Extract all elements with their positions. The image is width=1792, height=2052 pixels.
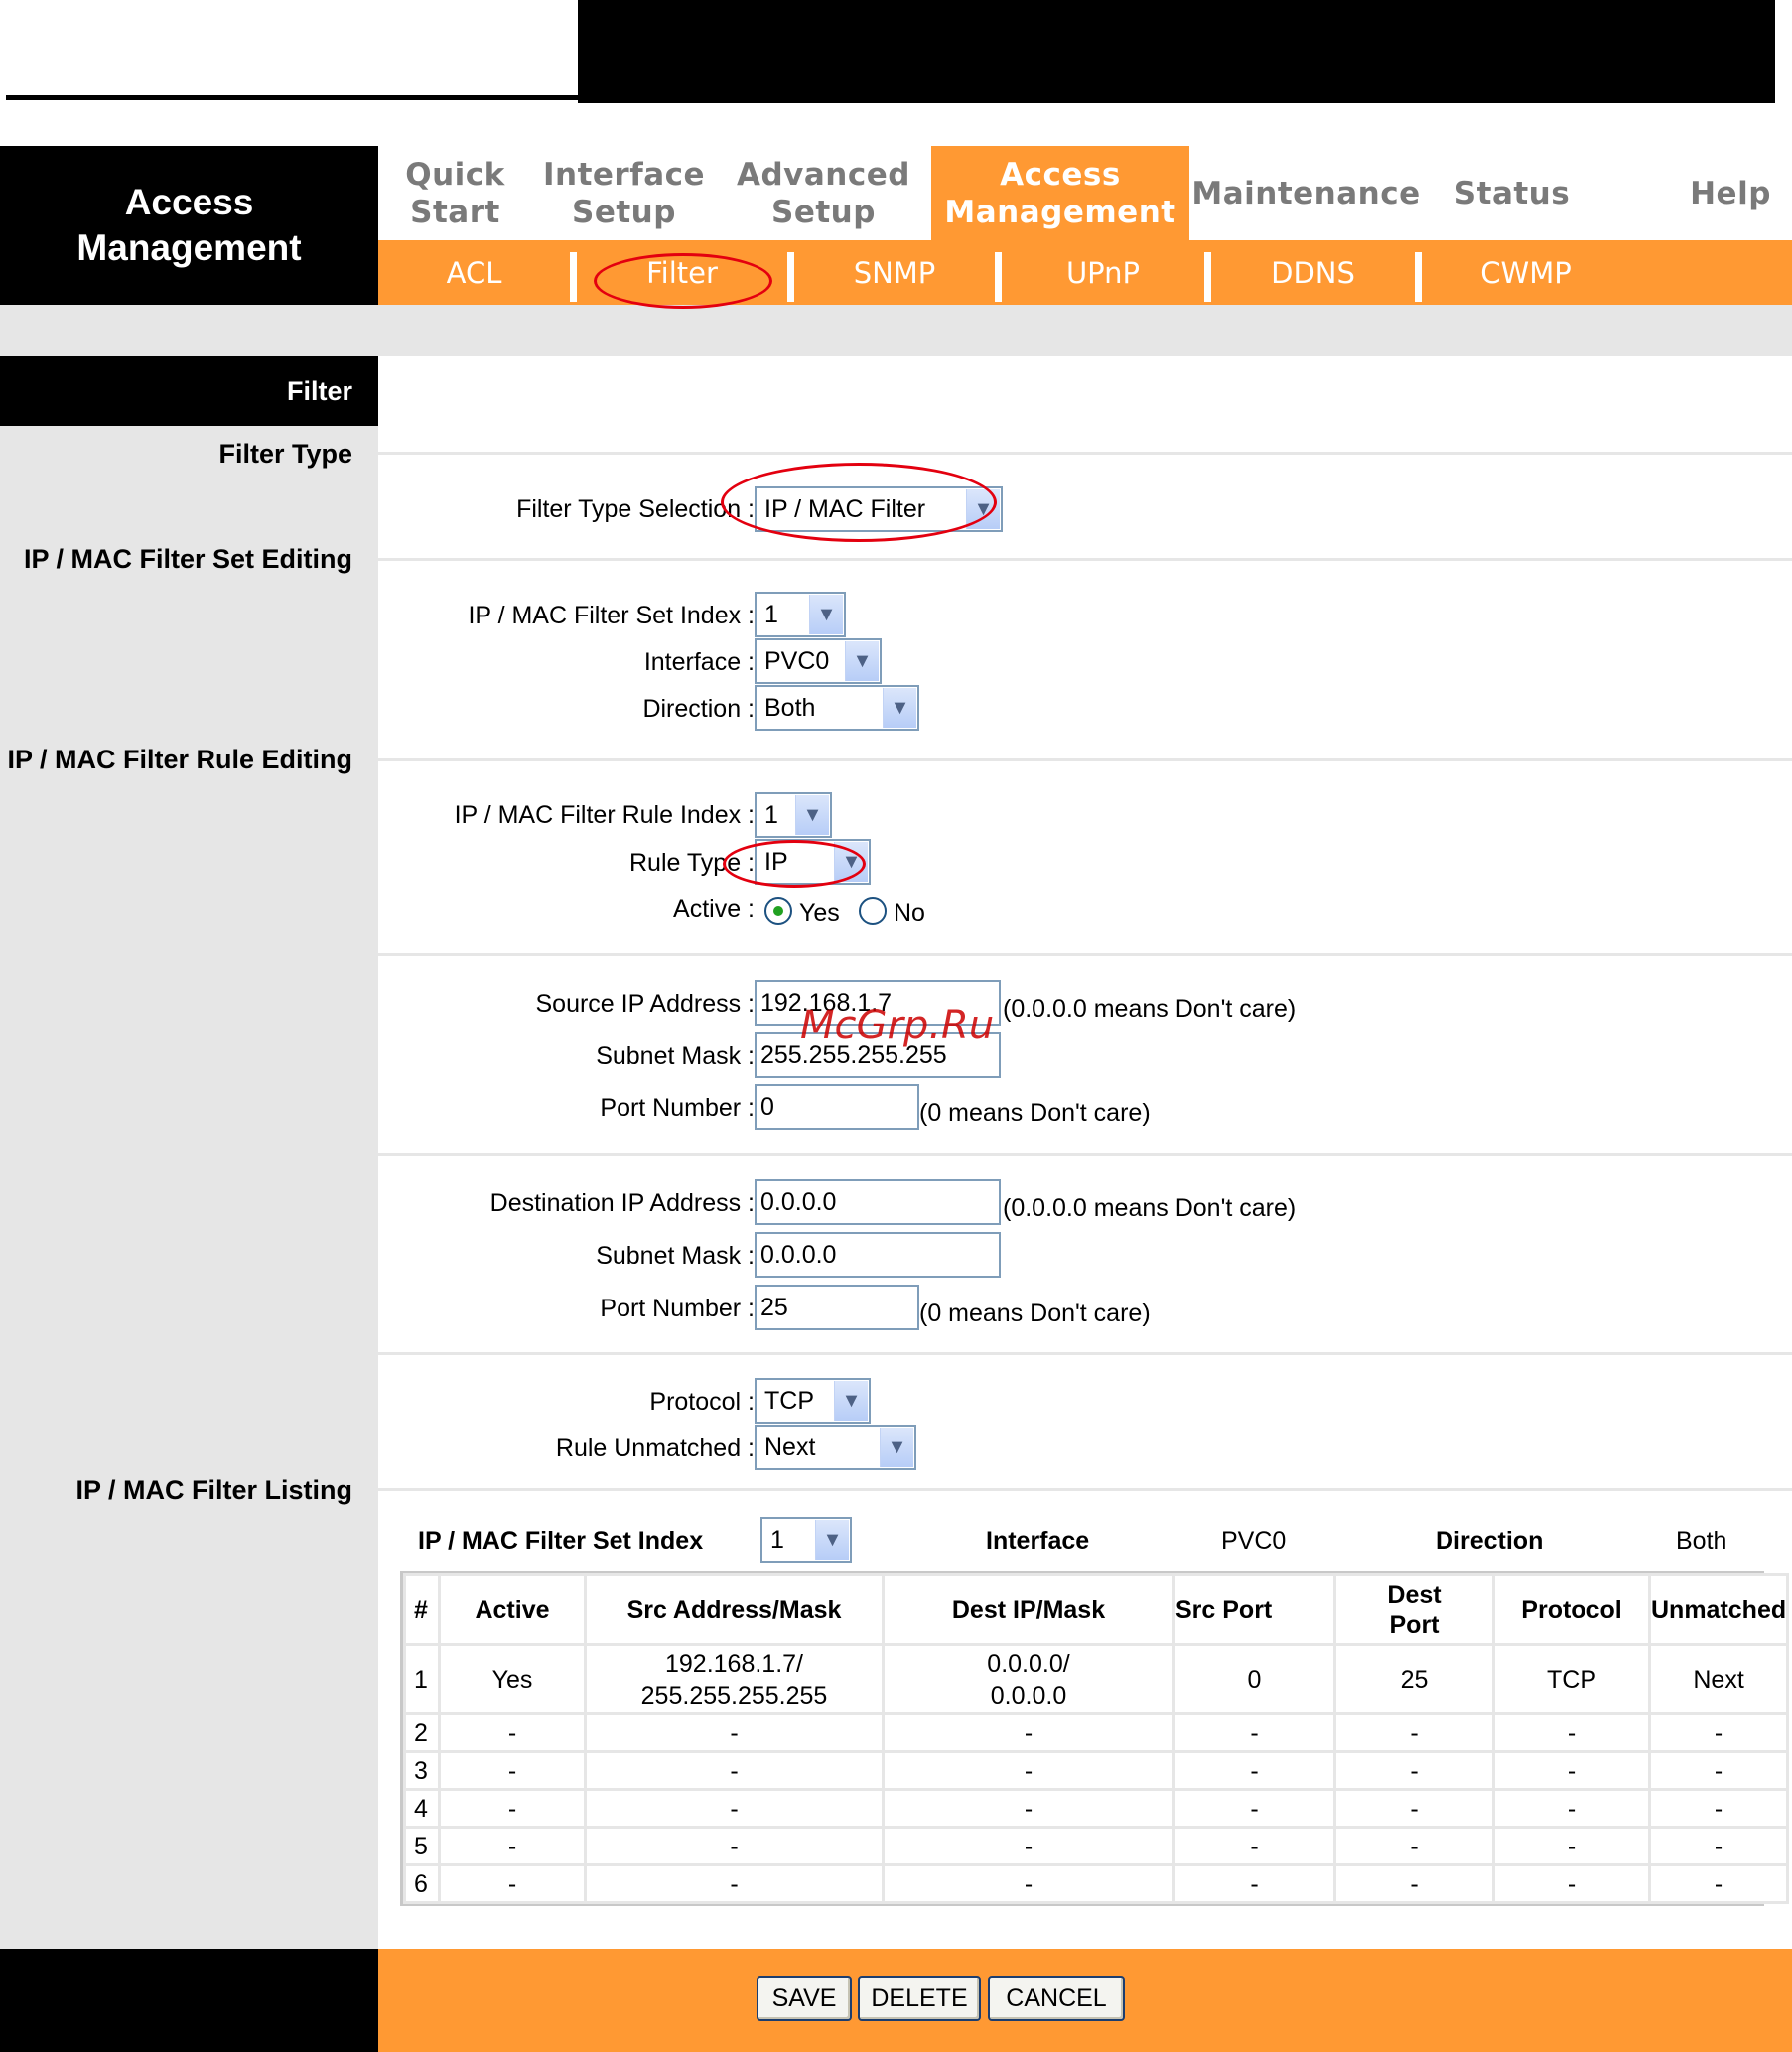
rule-index-value: 1 <box>764 801 778 829</box>
subtab-cwmp[interactable]: CWMP <box>1480 255 1572 290</box>
tab-label-line1: Advanced <box>737 156 910 193</box>
cell-protocol: - <box>1494 1714 1650 1752</box>
col-header-src-port: Src Port <box>1174 1575 1335 1645</box>
cell-unmatched: - <box>1650 1865 1788 1903</box>
active-yes-radio[interactable] <box>764 897 792 925</box>
label-set-editing: IP / MAC Filter Set Editing <box>23 544 352 574</box>
dst-ip-label: Destination IP Address : <box>489 1189 755 1217</box>
set-index-select[interactable] <box>755 592 846 637</box>
cell-dest: - <box>884 1752 1174 1790</box>
cell-unmatched: - <box>1650 1714 1788 1752</box>
subtab-ddns[interactable]: DDNS <box>1271 255 1355 290</box>
chevron-down-icon: ▼ <box>809 595 843 634</box>
listing-direction-value: Both <box>1676 1527 1727 1555</box>
cell-number: 4 <box>405 1790 440 1828</box>
sub-nav <box>378 240 1792 305</box>
filter-type-value: IP / MAC Filter <box>764 495 926 523</box>
top-banner <box>0 0 1792 103</box>
cell-protocol: - <box>1494 1790 1650 1828</box>
module-title-line2: Management <box>76 227 302 268</box>
filter-type-select[interactable] <box>755 486 1003 532</box>
active-no-label: No <box>894 899 925 927</box>
cell-dest: 0.0.0.0/ 0.0.0.0 <box>884 1645 1174 1714</box>
protocol-value: TCP <box>764 1387 814 1415</box>
cell-src-port: 0 <box>1174 1645 1335 1714</box>
tab-label-line1: Quick <box>405 156 505 193</box>
dst-port-label: Port Number : <box>600 1295 755 1322</box>
tab-label: Status <box>1453 175 1571 211</box>
subtab-upnp[interactable]: UPnP <box>1065 255 1141 290</box>
gray-spacer <box>0 305 1792 356</box>
module-title <box>0 146 378 305</box>
listing-set-index-value: 1 <box>770 1526 784 1554</box>
rule-unmatched-label: Rule Unmatched : <box>555 1435 755 1462</box>
cell-number: 3 <box>405 1752 440 1790</box>
header-black-bar <box>578 0 1775 103</box>
direction-label: Direction : <box>642 695 755 723</box>
cell-number: 1 <box>405 1645 440 1714</box>
cell-unmatched: - <box>1650 1752 1788 1790</box>
interface-select[interactable] <box>755 638 882 684</box>
subtab-separator <box>995 252 1002 302</box>
col-header-active: Active <box>440 1575 586 1645</box>
listing-set-index-select[interactable] <box>760 1517 852 1563</box>
cell-dest-port: - <box>1335 1714 1494 1752</box>
cell-number: 2 <box>405 1714 440 1752</box>
tab-interface-setup[interactable] <box>532 146 716 240</box>
dst-mask-label: Subnet Mask : <box>596 1242 755 1270</box>
table-header-row <box>405 1575 1788 1645</box>
cell-dest-port: - <box>1335 1790 1494 1828</box>
rule-index-select[interactable] <box>755 792 832 838</box>
set-index-label: IP / MAC Filter Set Index : <box>468 602 755 629</box>
section-divider <box>378 953 1792 956</box>
left-label-column <box>0 356 378 1949</box>
col-header-dest-port: Dest Port <box>1335 1575 1494 1645</box>
cell-src-port: - <box>1174 1790 1335 1828</box>
tab-label-line2: Setup <box>572 194 676 230</box>
listing-set-index-label: IP / MAC Filter Set Index <box>418 1527 704 1555</box>
subtab-separator <box>1204 252 1211 302</box>
cell-unmatched: Next <box>1650 1645 1788 1714</box>
direction-select[interactable] <box>755 685 919 731</box>
col-header-unmatched: Unmatched <box>1650 1575 1788 1645</box>
set-index-value: 1 <box>764 601 778 628</box>
cell-dest-port: - <box>1335 1752 1494 1790</box>
cell-active: Yes <box>440 1645 586 1714</box>
cell-src-port: - <box>1174 1714 1335 1752</box>
cell-active: - <box>440 1865 586 1903</box>
cell-src: - <box>586 1714 884 1752</box>
cell-number: 5 <box>405 1828 440 1865</box>
tab-status[interactable] <box>1423 146 1601 240</box>
footer-left-block <box>0 1949 378 2052</box>
col-header-src: Src Address/Mask <box>586 1575 884 1645</box>
cell-src: - <box>586 1828 884 1865</box>
listing-interface-label: Interface <box>986 1527 1090 1555</box>
chevron-down-icon: ▼ <box>834 842 868 882</box>
cell-protocol: - <box>1494 1752 1650 1790</box>
tab-label-line2: Setup <box>771 194 876 230</box>
module-title-line1: Access <box>124 182 254 222</box>
section-divider <box>378 1352 1792 1355</box>
section-divider <box>378 452 1792 455</box>
section-divider <box>378 758 1792 761</box>
main-nav <box>378 146 1792 240</box>
save-button[interactable]: SAVE <box>757 1976 852 2021</box>
protocol-select[interactable] <box>755 1378 871 1424</box>
subtab-separator <box>1415 252 1422 302</box>
logo-underline <box>6 95 578 100</box>
tab-quick-start[interactable] <box>378 146 532 240</box>
rule-unmatched-select[interactable] <box>755 1425 916 1470</box>
tab-label-line2: Management <box>944 194 1176 230</box>
cell-active: - <box>440 1790 586 1828</box>
chevron-down-icon: ▼ <box>883 688 916 728</box>
src-port-label: Port Number : <box>600 1094 755 1122</box>
cell-dest: - <box>884 1714 1174 1752</box>
dst-port-input[interactable] <box>755 1285 919 1330</box>
logo-area <box>0 0 578 103</box>
dst-mask-input[interactable] <box>755 1232 1001 1278</box>
tab-label-line2: Start <box>410 194 500 230</box>
cell-unmatched: - <box>1650 1790 1788 1828</box>
rule-type-label: Rule Type : <box>628 849 755 877</box>
col-header-dest: Dest IP/Mask <box>884 1575 1174 1645</box>
cell-src: - <box>586 1865 884 1903</box>
cell-unmatched: - <box>1650 1828 1788 1865</box>
cell-protocol: - <box>1494 1828 1650 1865</box>
listing-interface-value: PVC0 <box>1221 1527 1287 1555</box>
protocol-label: Protocol : <box>649 1388 755 1416</box>
src-port-hint: (0 means Don't care) <box>919 1099 1151 1127</box>
chevron-down-icon: ▼ <box>966 489 1000 529</box>
dst-ip-hint: (0.0.0.0 means Don't care) <box>1003 1194 1297 1222</box>
radio-selected-dot <box>773 906 783 916</box>
tab-label-line1: Access <box>1000 156 1121 193</box>
cell-protocol: - <box>1494 1865 1650 1903</box>
subtab-filter[interactable]: Filter <box>646 255 718 290</box>
active-yes-label: Yes <box>799 899 840 927</box>
table-row[interactable] <box>405 1714 1788 1752</box>
table-row[interactable] <box>405 1645 1788 1714</box>
tab-advanced-setup[interactable] <box>716 146 931 240</box>
cell-dest-port: - <box>1335 1865 1494 1903</box>
section-divider <box>378 1488 1792 1491</box>
tab-maintenance[interactable] <box>1189 146 1423 240</box>
chevron-down-icon: ▼ <box>795 795 829 835</box>
watermark-text: McGrp.Ru <box>800 1003 995 1048</box>
table-row[interactable] <box>405 1865 1788 1903</box>
listing-direction-label: Direction <box>1436 1527 1544 1555</box>
label-filter-type: Filter Type <box>218 439 352 469</box>
interface-label: Interface : <box>643 648 755 676</box>
cell-number: 6 <box>405 1865 440 1903</box>
active-no-radio[interactable] <box>859 897 887 925</box>
tab-label: Help <box>1690 175 1771 211</box>
cell-src-port: - <box>1174 1828 1335 1865</box>
col-header-number: # <box>405 1575 440 1645</box>
active-label: Active : <box>673 895 755 923</box>
dst-ip-input[interactable] <box>755 1179 1001 1225</box>
section-divider <box>378 558 1792 561</box>
chevron-down-icon: ▼ <box>845 641 879 681</box>
src-ip-label: Source IP Address : <box>535 990 755 1018</box>
filter-listing-table <box>403 1573 1789 1904</box>
table-row[interactable] <box>405 1828 1788 1865</box>
section-divider <box>378 1153 1792 1156</box>
cell-src: - <box>586 1752 884 1790</box>
label-rule-editing: IP / MAC Filter Rule Editing <box>7 745 352 774</box>
src-port-input[interactable] <box>755 1084 919 1130</box>
subtab-separator <box>787 252 794 302</box>
chevron-down-icon: ▼ <box>880 1428 913 1467</box>
tab-label-line1: Interface <box>542 156 706 193</box>
cell-active: - <box>440 1828 586 1865</box>
dst-port-hint: (0 means Don't care) <box>919 1300 1151 1327</box>
col-header-protocol: Protocol <box>1494 1575 1650 1645</box>
tab-help[interactable] <box>1669 146 1792 240</box>
cell-active: - <box>440 1752 586 1790</box>
cell-dest: - <box>884 1828 1174 1865</box>
subtab-snmp[interactable]: SNMP <box>853 255 936 290</box>
chevron-down-icon: ▼ <box>815 1520 849 1560</box>
table-row[interactable] <box>405 1752 1788 1790</box>
cell-dest-port: - <box>1335 1828 1494 1865</box>
section-title: Filter <box>0 356 378 426</box>
subtab-separator <box>570 252 577 302</box>
rule-unmatched-value: Next <box>764 1434 816 1461</box>
cell-src-port: - <box>1174 1865 1335 1903</box>
tab-access-management[interactable] <box>931 146 1189 240</box>
table-row[interactable] <box>405 1790 1788 1828</box>
cell-dest: - <box>884 1790 1174 1828</box>
chevron-down-icon: ▼ <box>834 1381 868 1421</box>
src-ip-hint: (0.0.0.0 means Don't care) <box>1003 995 1297 1023</box>
cell-protocol: TCP <box>1494 1645 1650 1714</box>
cell-src-port: - <box>1174 1752 1335 1790</box>
interface-value: PVC0 <box>764 647 830 675</box>
cell-src: 192.168.1.7/ 255.255.255.255 <box>586 1645 884 1714</box>
subtab-acl[interactable]: ACL <box>446 255 502 290</box>
cell-dest: - <box>884 1865 1174 1903</box>
rule-type-value: IP <box>764 848 788 876</box>
direction-value: Both <box>764 694 816 722</box>
label-filter-listing: IP / MAC Filter Listing <box>75 1475 352 1505</box>
cell-active: - <box>440 1714 586 1752</box>
tab-label: Maintenance <box>1191 175 1421 211</box>
cell-src: - <box>586 1790 884 1828</box>
cancel-button[interactable]: CANCEL <box>988 1976 1125 2021</box>
src-mask-label: Subnet Mask : <box>596 1042 755 1070</box>
rule-type-select[interactable] <box>755 839 871 885</box>
rule-index-label: IP / MAC Filter Rule Index : <box>454 801 755 829</box>
filter-type-selection-label: Filter Type Selection : <box>516 495 755 523</box>
delete-button[interactable]: DELETE <box>858 1976 981 2021</box>
cell-dest-port: 25 <box>1335 1645 1494 1714</box>
